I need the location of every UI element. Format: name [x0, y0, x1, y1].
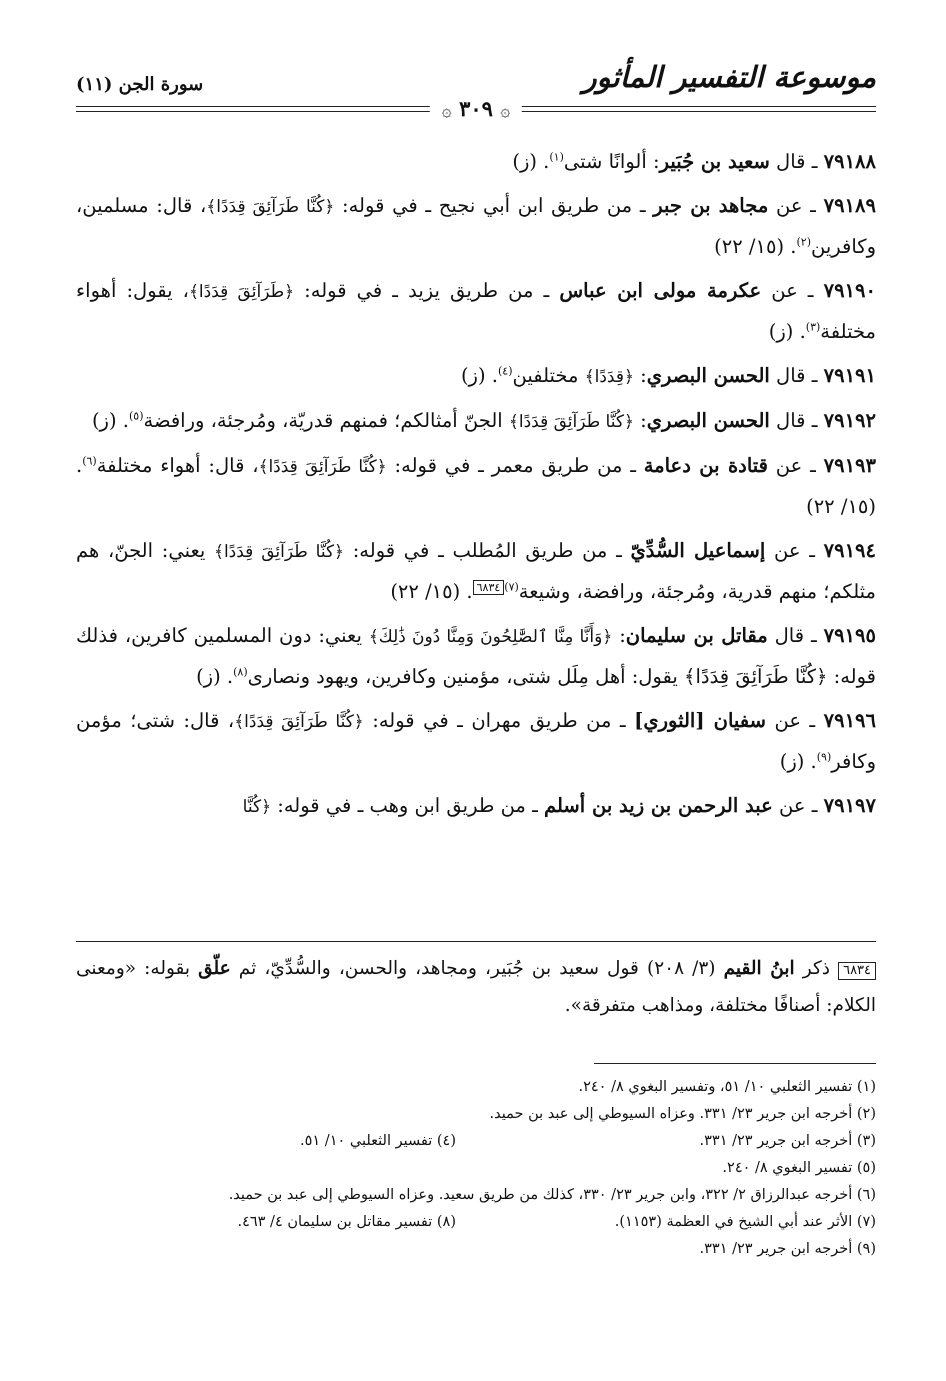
page-number	[430, 96, 522, 121]
commentary-note	[76, 950, 876, 1024]
footnote-4: (٤) تفسير الثعلبي ١٠/ ٥١.	[300, 1133, 456, 1149]
footnote-ref[interactable]: (٢)	[796, 235, 811, 249]
footnote-5: (٥) تفسير البغوي ٨/ ٢٤٠.	[722, 1160, 876, 1176]
quran-verse: ﴿قِدَدًا﴾	[584, 367, 634, 387]
footnote-ref[interactable]: (١)	[549, 150, 564, 164]
chain-text: ـ من طريق يزيد ـ في قوله:	[294, 279, 560, 302]
athar-entry	[76, 401, 876, 442]
athar-entry	[76, 356, 876, 397]
entry-number: ٧٩١٩٤	[823, 539, 876, 562]
entry-text: مختلفين	[512, 364, 585, 387]
entry-dash: ـ	[802, 194, 824, 217]
commentary-number-box: ٦٨٣٤	[838, 962, 876, 980]
ornament-left-icon: ۞	[441, 101, 452, 121]
footnotes	[76, 1074, 876, 1263]
commentary-text-end: بقوله: «ومعنى الكلام: أصنافًا مختلفة، ومذاهب متفرقة».	[76, 958, 876, 1016]
athar-entry	[76, 786, 876, 827]
footnote-3: (٣) أخرجه ابن جرير ٢٣/ ٣٣١.	[699, 1133, 876, 1149]
quran-verse: ﴿كُنَّا طَرَآئِقَ قِدَدًا﴾	[214, 542, 345, 562]
entry-number: ٧٩١٩١	[823, 364, 876, 387]
footnote-ref[interactable]: (٧)	[504, 580, 519, 594]
main-text	[76, 142, 876, 831]
athar-entry	[76, 186, 876, 267]
quran-verse: ﴿وَأَنَّا مِنَّا ٱلصَّٰلِحُونَ وَمِنَّا دُونَ ذَٰلِكَ﴾	[368, 627, 613, 647]
entry-dash: ـ	[800, 539, 824, 562]
narrator-name: سفيان [الثوري]	[634, 709, 766, 732]
entry-prefix: عن	[768, 194, 803, 217]
narrator-name: الحسن البصري	[646, 409, 770, 432]
footnote-ref[interactable]: (٥)	[128, 409, 144, 423]
chain-text: ـ من طريق ابن وهب ـ في قوله:	[271, 794, 544, 817]
entry-tail: . (١٥/ ٢٢)	[76, 454, 876, 518]
entry-prefix: قال	[769, 409, 806, 432]
entry-tail: . (ز)	[196, 665, 234, 688]
entry-dash: ـ	[805, 409, 824, 432]
entry-number: ٧٩١٨٨	[823, 150, 876, 173]
entry-tail: . (ز)	[512, 150, 550, 173]
narrator-name: مقاتل بن سليمان	[625, 624, 768, 647]
entry-prefix: عن	[772, 794, 806, 817]
footnote-ref[interactable]: (٩)	[816, 750, 832, 764]
surah-title: سورة الجن (١١)	[76, 74, 204, 95]
entry-prefix: عن	[765, 539, 801, 562]
footnote-row-7-8	[76, 1209, 876, 1236]
entry-prefix: عن	[768, 454, 803, 477]
chain-text: ـ من طريق مهران ـ في قوله:	[363, 709, 635, 732]
footnote-ref[interactable]: (٦)	[82, 454, 97, 468]
entry-dash: ـ	[797, 279, 824, 302]
entry-prefix: قال	[769, 364, 806, 387]
athar-entry	[76, 271, 876, 352]
entry-number: ٧٩١٩٦	[823, 709, 876, 732]
commentary-prefix: ذكر	[794, 958, 839, 979]
footnote-1: (١) تفسير الثعلبي ١٠/ ٥١، وتفسير البغوي ٨/ ٢٤٠.	[578, 1079, 876, 1095]
entry-prefix: عن	[761, 279, 798, 302]
footnote-2: (٢) أخرجه ابن جرير ٢٣/ ٣٣١. وعزاه السيوطي إلى عبد بن حميد.	[489, 1106, 876, 1122]
entry-tail: . (ز)	[779, 750, 817, 773]
chain-text: ـ من طريق ابن أبي نجيح ـ في قوله:	[334, 194, 654, 217]
quran-verse: ﴿كُنَّا طَرَآئِقَ قِدَدًا﴾	[508, 412, 634, 432]
entry-text: يعني: دون المسلمين كافرين، فذلك قوله: ﴿كُنَّا طَرَآئِقَ قِدَدًا﴾ يقول: أهل مِلَل شتى، مؤمنين وكافرين، ويهود ونصارى	[76, 624, 876, 688]
footnote-row-3-4	[76, 1128, 876, 1155]
entry-tail: . (ز)	[91, 409, 129, 432]
quran-verse: ﴿كُنَّا طَرَآئِقَ قِدَدًا﴾	[206, 197, 335, 217]
entry-dash: ـ	[802, 454, 824, 477]
commentary-bold-word: علّق	[198, 958, 231, 979]
entry-text: ، قال: أهواء مختلفة	[96, 454, 259, 477]
entry-tail: . (١٥/ ٢٢)	[714, 235, 797, 258]
chain-text: ـ من طريق معمر ـ في قوله:	[386, 454, 644, 477]
athar-entry	[76, 446, 876, 527]
entry-dash: ـ	[805, 794, 824, 817]
commentary-ref-box[interactable]: ٦٨٣٤	[473, 580, 505, 595]
narrator-name: الحسن البصري	[646, 364, 770, 387]
chain-text: :	[633, 364, 647, 387]
narrator-name: مجاهد بن جبر	[653, 194, 769, 217]
entry-tail: . (ز)	[768, 320, 806, 343]
entry-dash: ـ	[804, 624, 824, 647]
entry-number: ٧٩١٨٩	[823, 194, 876, 217]
entry-prefix: قال	[767, 624, 805, 647]
athar-entry	[76, 616, 876, 697]
quran-verse: ﴿كُنَّا طَرَآئِقَ قِدَدًا﴾	[234, 712, 364, 732]
narrator-name: قتادة بن دعامة	[643, 454, 768, 477]
page-number-value: ٣٠٩	[459, 96, 493, 121]
narrator-name: عبد الرحمن بن زيد بن أسلم	[544, 794, 773, 817]
ornament-right-icon: ۞	[500, 101, 511, 121]
chain-text: :	[612, 624, 626, 647]
entry-number: ٧٩١٩٥	[823, 624, 876, 647]
entry-number: ٧٩١٩٢	[823, 409, 876, 432]
entry-text: يعني: الجنّ، هم مثلكم؛ منهم قدرية، ومُرجئة، ورافضة، وشيعة	[76, 539, 876, 603]
entry-number: ٧٩١٩٧	[823, 794, 876, 817]
athar-entry	[76, 701, 876, 782]
entry-dash: ـ	[805, 364, 824, 387]
entry-text: الجنّ أمثالكم؛ فمنهم قدريّة، ومُرجئة، ورافضة	[143, 409, 509, 432]
footnote-ref[interactable]: (٤)	[497, 364, 513, 378]
footnote-6: (٦) أخرجه عبدالرزاق ٢/ ٣٢٢، وابن جرير ٢٣/ ٣٣٠، كذلك من طريق سعيد. وعزاه السيوطي إلى عبد بن حميد.	[228, 1187, 876, 1203]
commentator-name: ابنُ القيم	[723, 958, 795, 979]
entry-text: ، قال: شتى؛ مؤمن وكافر	[76, 709, 876, 773]
quran-verse: ﴿كُنَّا	[242, 797, 272, 817]
entry-number: ٧٩١٩٣	[823, 454, 876, 477]
quran-verse: ﴿كُنَّا طَرَآئِقَ قِدَدًا﴾	[258, 457, 387, 477]
entry-number: ٧٩١٩٠	[823, 279, 876, 302]
footnote-separator	[594, 1063, 876, 1064]
athar-entry	[76, 142, 876, 182]
chain-text: :	[633, 409, 647, 432]
entry-tail: . (١٥/ ٢٢)	[390, 580, 473, 603]
chain-text: ـ من طريق المُطلب ـ في قوله:	[344, 539, 631, 562]
narrator-name: عكرمة مولى ابن عباس	[559, 279, 762, 302]
narrator-name: إسماعيل السُّدِّيّ	[630, 539, 766, 562]
footnote-9: (٩) أخرجه ابن جرير ٢٣/ ٣٣١.	[699, 1241, 876, 1257]
footnote-8: (٨) تفسير مقاتل بن سليمان ٤/ ٤٦٣.	[237, 1214, 456, 1230]
commentary-separator	[76, 941, 876, 942]
entry-tail: . (ز)	[460, 364, 498, 387]
entry-text: : ألوانًا شتى	[563, 150, 660, 173]
entry-prefix: عن	[766, 709, 801, 732]
entry-dash: ـ	[805, 150, 824, 173]
footnote-ref[interactable]: (٨)	[233, 665, 248, 679]
page-header	[76, 52, 876, 121]
entry-text: ، قال: مسلمين، وكافرين	[76, 194, 876, 258]
entry-text: ، يقول: أهواء مختلفة	[76, 279, 876, 343]
footnote-ref[interactable]: (٣)	[805, 320, 821, 334]
footnote-7: (٧) الأثر عند أبي الشيخ في العظمة (١١٥٣).	[614, 1214, 876, 1230]
quran-verse: ﴿طَرَآئِقَ قِدَدًا﴾	[188, 282, 295, 302]
book-title: موسوعة التفسير المأثور	[582, 60, 876, 94]
commentary-text: (٣/ ٢٠٨) قول سعيد بن جُبَير، ومجاهد، والحسن، والسُّدِّيّ، ثم	[230, 958, 724, 979]
entry-prefix: قال	[769, 150, 806, 173]
narrator-name: سعيد بن جُبَير	[659, 150, 770, 173]
athar-entry	[76, 531, 876, 612]
entry-dash: ـ	[800, 709, 824, 732]
